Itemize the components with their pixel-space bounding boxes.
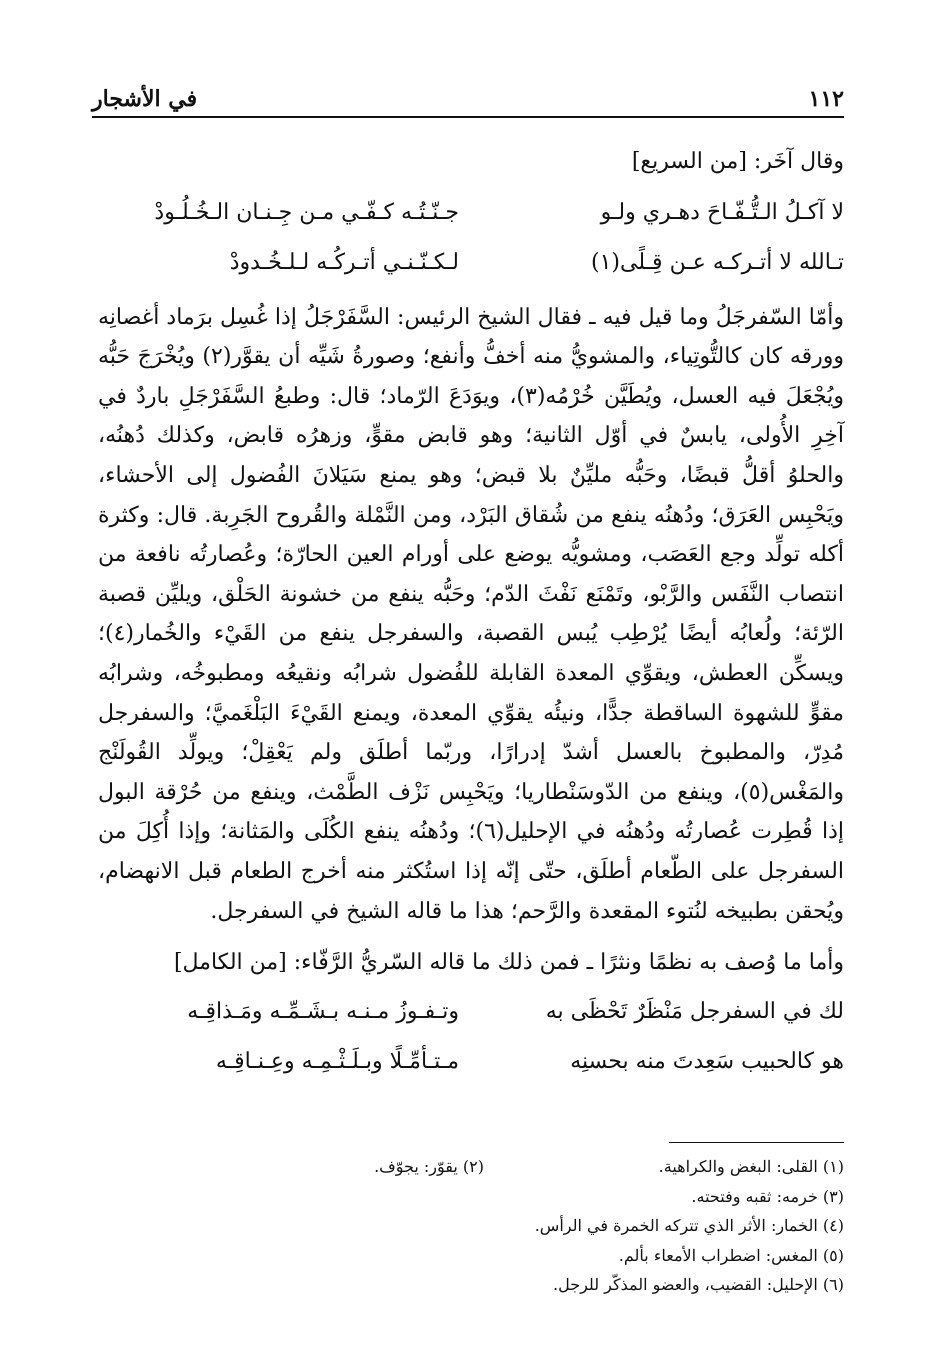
footnote-1: (١) القلى: البغض والكراهية.	[658, 1157, 844, 1176]
footnote-row	[98, 1211, 844, 1241]
poem1-verse1-second-hemistich: جـنّـتُـه كـفّـي مـن جِـنـان الـخُـلُـودْ	[154, 199, 459, 225]
footnote-divider	[669, 1142, 844, 1143]
poem2-verse2-second-hemistich: مـتـأمِّـلًا وبـلَـثْـمِـه وعِـنـاقِـه	[215, 1048, 459, 1074]
poem2-verse2-first-hemistich: هو كالحبيب سَعِدتَ منه بحسنِه	[570, 1048, 844, 1074]
page-header	[92, 82, 844, 118]
poem1-verse1-first-hemistich: لا آكـلُ الـتُّـفّـاحَ دهـري ولـو	[600, 199, 844, 225]
poem2-verse	[98, 987, 844, 1037]
footnote-row	[98, 1182, 844, 1212]
footnote-3: (٣) خرمه: ثقبه وفتحته.	[691, 1186, 844, 1206]
poem2-intro: وأما ما وُصف به نظمًا ونثرًا ـ فمن ذلك ما قاله السّريُّ الرَّفّاء: [من الكامل]	[173, 950, 844, 976]
footnote-6: (٦) الإحليل: القضيب، والعضو المذكّر للرجل.	[552, 1275, 844, 1294]
page-number: ١١٢	[808, 86, 844, 112]
footnote-5: (٥) المغس: اضطراب الأمعاء بألم.	[618, 1245, 844, 1265]
footnote-2: (٢) يقوّر: يجوّف.	[374, 1157, 484, 1176]
poem2-verse1-first-hemistich: لك في السفرجل مَنْظَرٌ تَحْظَى به	[545, 998, 844, 1024]
footnote-4: (٤) الخمار: الأثر الذي تتركه الخمرة في الرأس.	[534, 1216, 844, 1235]
footnotes	[98, 1152, 844, 1300]
quince-paragraph: وأمّا السّفرجَلُ وما قيل فيه ـ فقال الشيخ الرئيس: السَّفَرْجَلُ إذا غُسِل برَماد أغصانِه وورقه كان كالتُّوتِياء، والمشويُّ منه أخفُّ وأنفع؛ وصورةُ شَيِّه أن يقوَّر(٢) ويُخْرَجَ حَبُّه ويُجْعَلَ فيه العسل، ويُطَيَّن خُرْمُه(٣)، ويوَدَعَ الرّماد؛ قال: وطبعُ السَّفَرْجَلِ باردٌ في آخِرِ الأُولى، يابسٌ في أوّل الثانية؛ وهو قابض مقوٍّ، وزهرُه قابض، وكذلك دُهنُه، والحلوُ أقلُّ قبضًا، وحَبُّه مليِّنٌ بلا قبض؛ وهو يمنع سَيَلانَ الفُضول إلى الأحشاء، ويَحْبِس العَرَق؛ ودُهنُه ينفع من شُقاق البَرْد، ومن النَّمْلة والقُروح الجَرِبة. قال: وكثرة أكله تولِّد وجع العَصَب، ومشويُّه يوضع على أورام العين الحارّة؛ وعُصارتُه نافعة من انتصاب النَّفَس والرَّبْو، وتَمْنَع نَفْثَ الدّم؛ وحَبُّه ينفع من خشونة الحَلْق، ويليِّن قصبة الرّئة؛ ولُعابُه أيضًا يُرْطِب يُبس القصبة، والسفرجل ينفع من القَيْء والخُمار(٤)؛ ويسكِّن العطش، ويقوِّي المعدة القابلة للفُضول شرابُه ونقيعُه ومطبوخُه، وشرابُه مقوٍّ للشهوة الساقطة جدًّا، ونيئُه يقوِّي المعدة، ويمنع القَيْءَ البَلْغَميَّ؛ والسفرجل مُدِرّ، والمطبوخ بالعسل أشدّ إدرارًا، وربّما أطلَق ولم يَعْقِلْ؛ ويولِّد القُولَنْج والمَغْس(٥)، وينفع من الدّوسَنْطاريا؛ ويَحْبِس نَزْف الطَّمْث، وينفع من حُرْقة البول إذا قُطِرت عُصارتُه ودُهنُه في الإحليل(٦)؛ ودُهنُه ينفع الكُلَى والمَثانة؛ وإذا أُكِلَ من السفرجل على الطّعام أطلَق، حتّى إنّه إذا استُكثر منه أخرج الطعام قبل الانهضام، ويُحقن بطبيخه لنُتوء المقعدة والرَّحم؛ هذا ما قاله الشيخ في السفرجل.	[98, 304, 845, 924]
poem2-verse1-second-hemistich: وتـفـوزُ مـنـه بـشَـمِّـه ومَـذاقِـه	[187, 998, 459, 1024]
footnote-row	[98, 1270, 844, 1300]
page-body	[98, 142, 844, 1087]
poem1-intro: وقال آخَر: [من السريع]	[631, 149, 844, 174]
footnote-row	[98, 1241, 844, 1271]
poem1-verse2-second-hemistich: لـكـنّـنـي أتـركُـه لـلـخُـدودْ	[229, 249, 459, 275]
poem1-verse2-first-hemistich: تـالله لا أتـركـه عـن قِـلًى(١)	[590, 249, 844, 275]
chapter-title: في الأشجار	[92, 86, 198, 112]
footnote-row	[98, 1152, 844, 1182]
poem1-verse	[98, 188, 844, 238]
poem2-verse	[98, 1037, 844, 1087]
poem1-verse	[98, 238, 844, 288]
